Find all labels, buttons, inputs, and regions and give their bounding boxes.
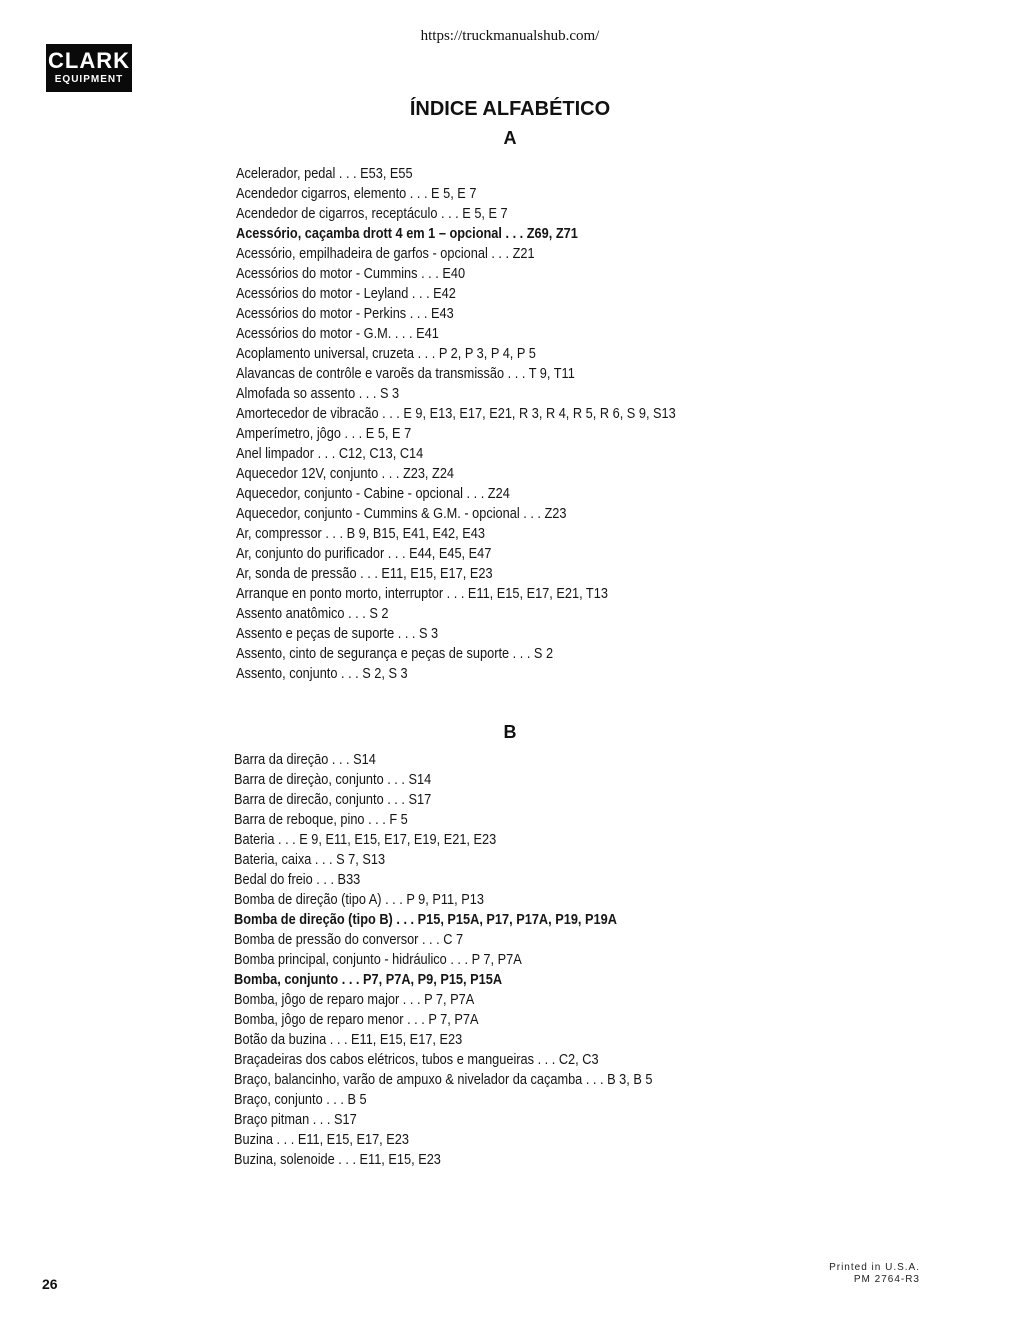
index-entry: Buzina . . . E11, E15, E17, E23 (234, 1132, 409, 1148)
index-entry: Acessórios do motor - G.M. . . . E41 (236, 326, 439, 342)
index-entry: Assento anatômico . . . S 2 (236, 606, 389, 622)
index-entry: Acessórios do motor - Perkins . . . E43 (236, 306, 454, 322)
index-entry: Bomba principal, conjunto - hidráulico . . . P 7, P7A (234, 952, 522, 968)
clark-equipment-logo (46, 44, 132, 92)
index-entry: Ar, conjunto do purificador . . . E44, E45, E47 (236, 546, 492, 562)
index-entry: Acoplamento universal, cruzeta . . . P 2, P 3, P 4, P 5 (236, 346, 536, 362)
index-entry: Assento, conjunto . . . S 2, S 3 (236, 666, 408, 682)
index-entry: Acelerador, pedal . . . E53, E55 (236, 166, 413, 182)
print-info (829, 1262, 920, 1286)
index-entry: Aquecedor 12V, conjunto . . . Z23, Z24 (236, 466, 455, 482)
index-entry: Arranque en ponto morto, interruptor . . . E11, E15, E17, E21, T13 (236, 586, 608, 602)
printed-label: Printed in U.S.A. (829, 1262, 920, 1273)
index-list-b (234, 750, 710, 1170)
index-entry: Alavancas de contrôle e varoẽs da transmissão . . . T 9, T11 (236, 366, 575, 382)
index-entry: Amortecedor de vibracão . . . E 9, E13, E17, E21, R 3, R 4, R 5, R 6, S 9, S13 (236, 406, 676, 422)
index-entry: Ar, compressor . . . B 9, B15, E41, E42, E43 (236, 526, 485, 542)
index-entry: Bedal do freio . . . B33 (234, 872, 361, 888)
index-entry: Acendedor de cigarros, receptáculo . . . E 5, E 7 (236, 206, 508, 222)
index-entry: Acessório, caçamba drott 4 em 1 – opcional . . . Z69, Z71 (236, 226, 578, 242)
index-entry: Assento, cinto de segurança e peças de suporte . . . S 2 (236, 646, 554, 662)
index-entry: Aquecedor, conjunto - Cummins & G.M. - opcional . . . Z23 (236, 506, 567, 522)
index-entry: Anel limpador . . . C12, C13, C14 (236, 446, 424, 462)
source-url: https://truckmanualshub.com/ (420, 28, 600, 44)
page-number: 26 (42, 1276, 58, 1292)
index-entry: Acendedor cigarros, elemento . . . E 5, E 7 (236, 186, 477, 202)
index-entry: Aquecedor, conjunto - Cabine - opcional . . . Z24 (236, 486, 510, 502)
index-entry: Barra da direçāo . . . S14 (234, 752, 376, 768)
index-entry: Bateria, caixa . . . S 7, S13 (234, 852, 386, 868)
index-entry: Bomba de pressão do conversor . . . C 7 (234, 932, 464, 948)
index-entry: Braçadeiras dos cabos elétricos, tubos e mangueiras . . . C2, C3 (234, 1052, 599, 1068)
index-entry: Bomba, jôgo de reparo major . . . P 7, P7A (234, 992, 475, 1008)
index-entry: Almofada so assento . . . S 3 (236, 386, 400, 402)
index-entry: Botão da buzina . . . E11, E15, E17, E23 (234, 1032, 463, 1048)
index-entry: Acessórios do motor - Leyland . . . E42 (236, 286, 456, 302)
index-entry: Bomba de direção (tipo A) . . . P 9, P11, P13 (234, 892, 484, 908)
index-entry: Bateria . . . E 9, E11, E15, E17, E19, E21, E23 (234, 832, 497, 848)
logo-line-2: EQUIPMENT (54, 74, 124, 85)
page-title: ÍNDICE ALFABÉTICO (409, 98, 611, 120)
index-list-a (236, 164, 736, 684)
index-entry: Amperímetro, jôgo . . . E 5, E 7 (236, 426, 412, 442)
index-entry: Bomba, jôgo de reparo menor . . . P 7, P7A (234, 1012, 479, 1028)
index-entry: Barra de reboque, pino . . . F 5 (234, 812, 408, 828)
section-letter-a: A (503, 128, 517, 148)
index-entry: Acessório, empilhadeira de garfos - opcional . . . Z21 (236, 246, 535, 262)
index-entry: Bomba de direção (tipo B) . . . P15, P15A, P17, P17A, P19, P19A (234, 912, 617, 928)
index-entry: Acessórios do motor - Cummins . . . E40 (236, 266, 466, 282)
section-letter-b: B (503, 722, 517, 742)
index-entry: Bomba, conjunto . . . P7, P7A, P9, P15, P15A (234, 972, 503, 988)
index-entry: Buzina, solenoide . . . E11, E15, E23 (234, 1152, 441, 1168)
index-entry: Braço, balancinho, varão de ampuxo & nivelador da caçamba . . . B 3, B 5 (234, 1072, 653, 1088)
logo-line-1: CLARK (48, 48, 130, 73)
index-entry: Barra de direçào, conjunto . . . S14 (234, 772, 432, 788)
index-entry: Barra de direcão, conjunto . . . S17 (234, 792, 432, 808)
index-entry: Braço, conjunto . . . B 5 (234, 1092, 367, 1108)
index-entry: Assento e peças de suporte . . . S 3 (236, 626, 439, 642)
index-entry: Ar, sonda de pressão . . . E11, E15, E17, E23 (236, 566, 493, 582)
document-code: PM 2764-R3 (853, 1274, 920, 1285)
index-entry: Braço pitman . . . S17 (234, 1112, 357, 1128)
